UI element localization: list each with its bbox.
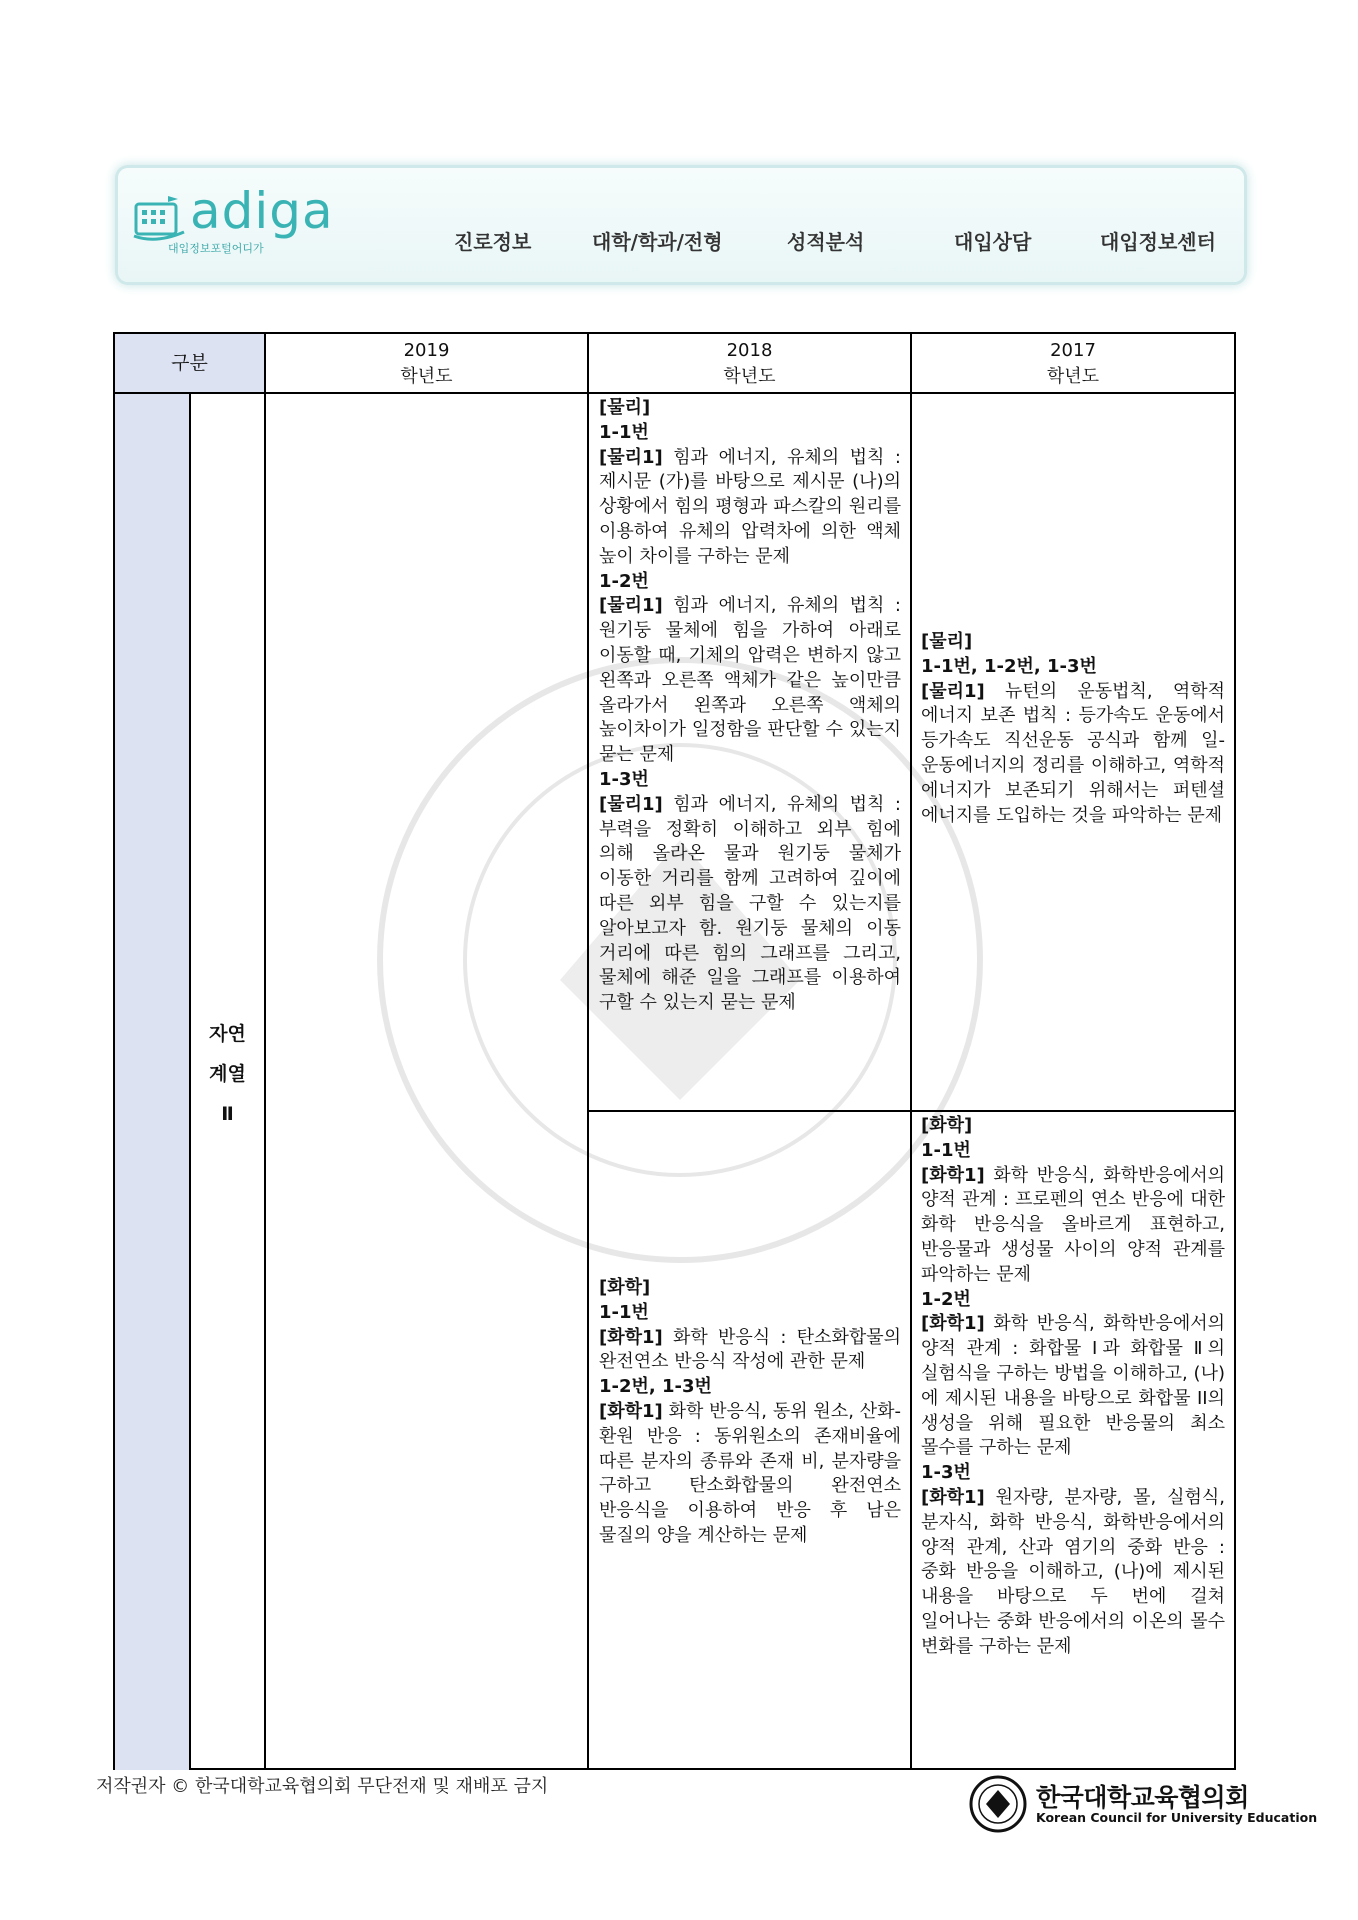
chem-2018-item-1-1-label: 1-1번 <box>599 1301 649 1323</box>
grid-line <box>910 334 912 1768</box>
header-2018-text: 2018 학년도 <box>723 340 776 387</box>
chem-2017-item-1-3-desc: [화학1] 원자량, 분자량, 몰, 실험식, 분자식, 화학 반응식, 화학반응에서의 양적 관계, 산과 염기의 중화 반응 : 중화 반응을 이해하고, (나)에 제시된 내용을 바탕으로 두 번에 걸쳐 일어나는 중화 반응에서의 이온의 몰수 변화를 구하는 문제 <box>921 1486 1225 1657</box>
grid-line <box>587 334 589 1768</box>
nav-score-analysis[interactable]: 성적분석 <box>787 230 865 254</box>
physics-2018-item-1-2-label: 1-2번 <box>599 570 649 592</box>
chem-2017-subject-label: [화학] <box>921 1115 973 1136</box>
chem-2017-item-1-2-label: 1-2번 <box>921 1288 971 1310</box>
physics-2017-subject-label: [물리] <box>921 631 973 652</box>
grid-line <box>115 392 1234 394</box>
header-2019-text: 2019 학년도 <box>400 340 453 387</box>
org-name: 한국대학교육협의회 <box>1036 1783 1249 1812</box>
grid-line <box>587 1110 1234 1112</box>
nav-career[interactable]: 진로정보 <box>454 230 532 254</box>
org-name-en: Korean Council for University Education <box>1036 1810 1318 1825</box>
physics-2018-subject-label: [물리] <box>599 397 651 418</box>
header-banner <box>118 168 1244 282</box>
physics-2018-cell <box>599 396 901 1016</box>
chem-2018-subject-label: [화학] <box>599 1277 651 1298</box>
chem-2017-item-1-1-label: 1-1번 <box>921 1139 971 1161</box>
category-band <box>115 394 189 1770</box>
chem-2018-item-1-2-desc: [화학1] 화학 반응식, 동위 원소, 산화-환원 반응 : 동위원소의 존재비율에 따른 분자의 종류와 존재 비, 분자량을 구하고 탄소화합물의 완전연소 반응식을 이용하여 반응 후 남은 물질의 양을 계산하는 문제 <box>599 1400 901 1546</box>
header-2017-text: 2017 학년도 <box>1046 340 1100 387</box>
grid-line <box>264 334 266 1768</box>
physics-2018-item-1-2-desc: [물리1] 힘과 에너지, 유체의 법칙 : 원기둥 물체에 힘을 가하여 아래로 이동할 때, 기체의 압력은 변하지 않고 왼쪽과 오른쪽 액체가 같은 높이만큼 올라가서 왼쪽과 오른쪽 액체의 높이차이가 일정함을 판단할 수 있는지 묻는 문제 <box>599 595 901 766</box>
chem-2018-cell <box>599 1276 901 1549</box>
header-2019 <box>266 334 587 392</box>
chem-2017-item-1-1-desc: [화학1] 화학 반응식, 화학반응에서의 양적 관계 : 프로펜의 연소 반응에 대한 화학 반응식을 올바르게 표현하고, 반응물과 생성물 사이의 양적 관계를 파악하는 문제 <box>921 1164 1225 1285</box>
header-2018 <box>589 334 910 392</box>
chem-2018-item-1-2-label: 1-2번, 1-3번 <box>599 1376 712 1398</box>
physics-2018-item-1-1-desc: [물리1] 힘과 에너지, 유체의 법칙 : 제시문 (가)를 바탕으로 제시문 (나)의 상황에서 힘의 평형과 파스칼의 원리를 이용하여 유체의 압력차에 의한 액체 높이 차이를 구하는 문제 <box>599 446 901 567</box>
copyright-notice: 저작권자 © 한국대학교육협의회 무단전재 및 재배포 금지 <box>96 1776 549 1797</box>
logo-word: adiga <box>190 182 334 240</box>
chem-2018-item-1-1-desc: [화학1] 화학 반응식 : 탄소화합물의 완전연소 반응식 작성에 관한 문제 <box>599 1326 901 1373</box>
chem-2017-item-1-2-desc: [화학1] 화학 반응식, 화학반응에서의 양적 관계 : 화합물 Ⅰ과 화합물 Ⅱ의 실험식을 구하는 방법을 이해하고, (나)에 제시된 내용을 바탕으로 화합물 II의 생성을 위해 필요한 반응물의 최소 몰수를 구하는 문제 <box>921 1313 1225 1459</box>
physics-2018-item-1-1-label: 1-1번 <box>599 421 649 443</box>
physics-2017-cell <box>921 630 1225 828</box>
nav-counseling[interactable]: 대입상담 <box>954 230 1032 254</box>
exam-table <box>113 332 1236 1770</box>
nav-info-center[interactable]: 대입정보센터 <box>1100 230 1216 254</box>
physics-2017-items-label: 1-1번, 1-2번, 1-3번 <box>921 655 1097 677</box>
physics-2018-item-1-3-label: 1-3번 <box>599 768 649 790</box>
chem-2017-item-1-3-label: 1-3번 <box>921 1462 971 1484</box>
nav-university[interactable]: 대학/학과/전형 <box>592 230 723 254</box>
category-label: 자연 계열 Ⅱ <box>209 1023 246 1125</box>
adiga-logo[interactable] <box>132 182 362 260</box>
gubun-header: 구분 <box>115 334 264 392</box>
building-icon <box>132 194 188 244</box>
physics-2017-desc: [물리1] 뉴턴의 운동법칙, 역학적 에너지 보존 법칙 : 등가속도 운동에서 등가속도 직선운동 공식과 함께 일-운동에너지의 정리를 이해하고, 역학적 에너지가 보존되기 위해서는 퍼텐셜 에너지를 도입하는 것을 파악하는 문제 <box>921 680 1225 826</box>
logo-subtitle: 대입정보포털어디가 <box>168 242 264 255</box>
physics-2018-item-1-3-desc: [물리1] 힘과 에너지, 유체의 법칙 : 부력을 정확히 이해하고 외부 힘에 의해 올라온 물과 원기둥 물체가 이동한 거리를 함께 고려하여 깊이에 따른 외부 힘을 구할 수 있는지를 알아보고자 함. 원기둥 물체의 이동 거리에 따른 힘의 그래프를 그리고, 물체에 해준 일을 그래프를 이용하여 구할 수 있는지 묻는 문제 <box>599 793 901 1014</box>
chem-2017-cell <box>921 1114 1225 1660</box>
header-2017 <box>912 334 1234 392</box>
